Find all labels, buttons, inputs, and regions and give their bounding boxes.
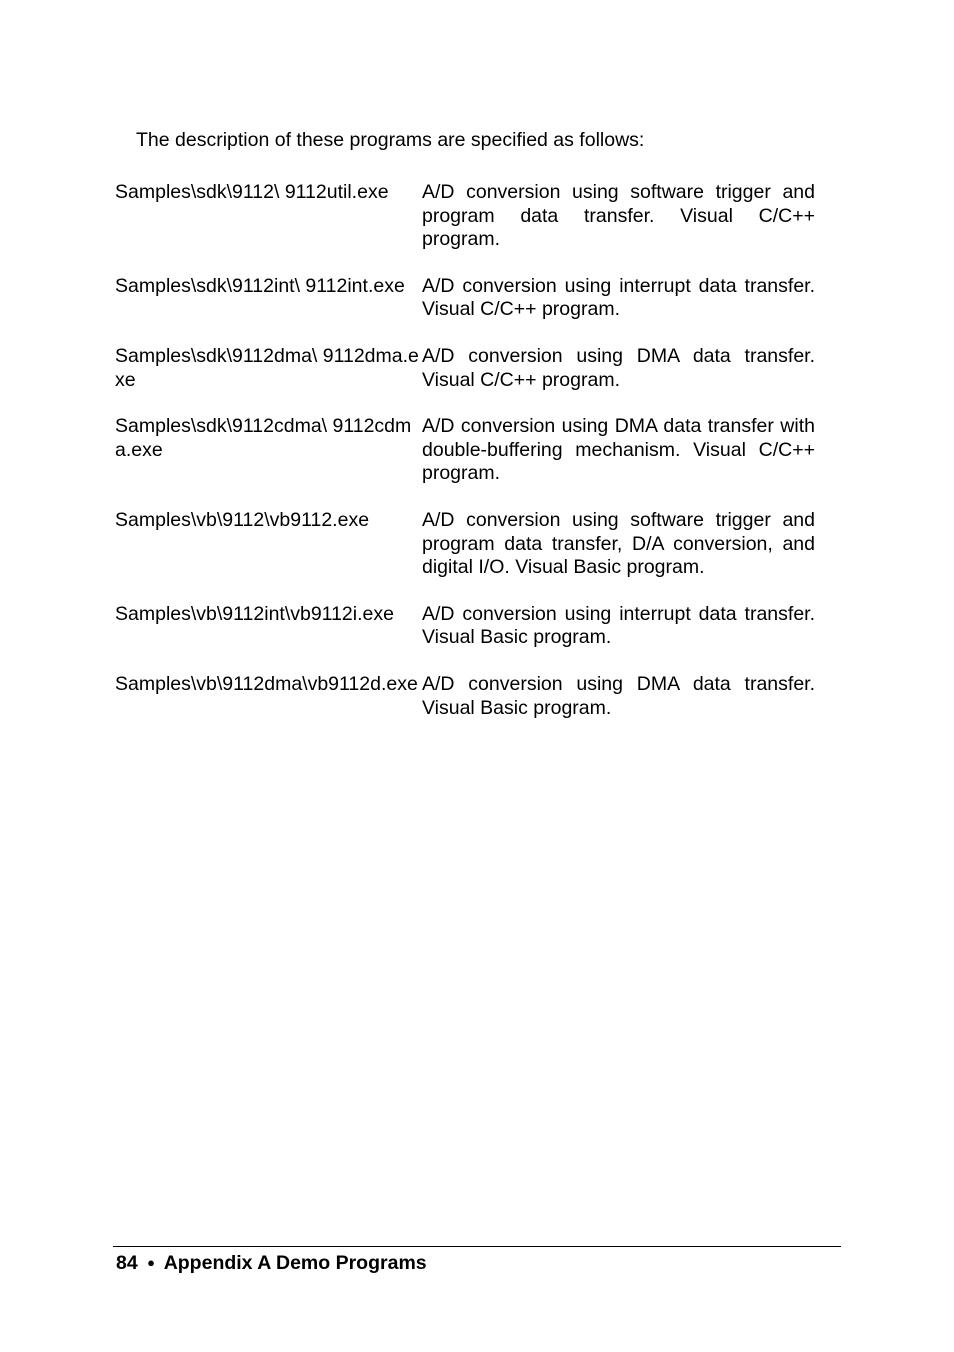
program-entry (115, 181, 815, 252)
page-number: 84 (116, 1252, 138, 1274)
program-path: Samples\vb\9112\vb9112.exe (115, 508, 370, 531)
footer-title: Appendix A Demo Programs (163, 1252, 427, 1274)
program-list (115, 181, 815, 743)
program-path: Samples\sdk\9112cdma\ 9112cdma.exe (115, 415, 412, 461)
program-description: A/D conversion using interrupt data transfer. Visual C/C++ program. (422, 274, 815, 321)
footer-divider (113, 1246, 841, 1247)
program-description: A/D conversion using interrupt data transfer. Visual Basic program. (422, 602, 815, 649)
program-path: Samples\sdk\9112int\ 9112int.exe (115, 274, 405, 297)
program-description: A/D conversion using DMA data transfer with double-buffering mechanism. Visual C/C++ program. (422, 415, 815, 485)
program-entry (115, 415, 815, 486)
program-entry (115, 345, 815, 392)
program-path: Samples\sdk\9112dma\ 9112dma.exe (115, 344, 419, 391)
program-entry (115, 275, 815, 322)
program-path: Samples\vb\9112int\vb9112i.exe (115, 602, 394, 625)
program-entry (115, 509, 815, 580)
page-footer (116, 1251, 427, 1275)
program-description: A/D conversion using software trigger and program data transfer. Visual C/C++ program. (422, 181, 815, 251)
program-path: Samples\sdk\9112\ 9112util.exe (115, 181, 389, 203)
program-entry (115, 603, 815, 650)
program-description: A/D conversion using software trigger and program data transfer, D/A conversion, and digital I/O. Visual Basic program. (422, 508, 815, 579)
program-description: A/D conversion using DMA data transfer. Visual Basic program. (422, 672, 815, 719)
bullet-icon: ● (147, 1255, 155, 1270)
program-entry (115, 673, 815, 720)
intro-text: The description of these programs are specified as follows: (136, 129, 645, 151)
program-path: Samples\vb\9112dma\vb9112d.exe (115, 672, 418, 695)
program-description: A/D conversion using DMA data transfer. Visual C/C++ program. (422, 344, 815, 391)
